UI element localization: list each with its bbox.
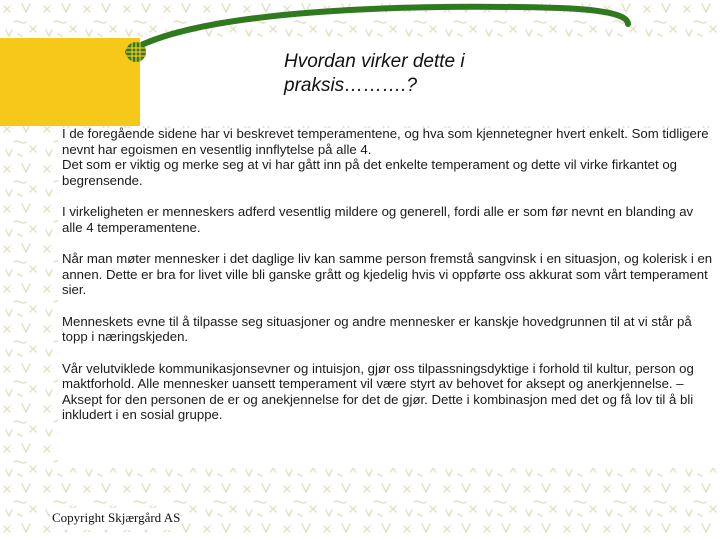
paragraph-5-text: Vår velutviklede kommunikasjonsevner og intuisjon, gjør oss tilpassningsdyktige i forhold til kultur, person og maktforhold. Alle mennesker uansett temperament vil være styrt av behovet for aksept og anerkjennelse. – Aksept for den personen de er og anekjennelse for det de gjør. Dette i kombinasjon med det og få lov til å bli inkludert i en sosial gruppe. bbox=[62, 360, 694, 422]
paragraph-1-line-1: I de foregående sidene har vi beskrevet temperamentene, og hva som kjennetegner hvert enkelt. Som tidligere nevnt har egoismen en vesentlig innflytelse på alle 4. bbox=[62, 126, 709, 157]
paragraph-2-text: I virkeligheten er menneskers adferd vesentlig mildere og generell, fordi alle er som før nevnt en blanding av alle 4 temperamentene. bbox=[62, 204, 694, 235]
paragraph-4 bbox=[62, 314, 714, 345]
paragraph-3 bbox=[62, 251, 714, 298]
slide-title bbox=[284, 50, 704, 98]
paragraph-4-text: Menneskets evne til å tilpasse seg situasjoner og andre mennesker er kanskje hovedgrunnen til at vi står på topp i næringskjeden. bbox=[62, 313, 692, 344]
paragraph-2 bbox=[62, 204, 714, 235]
paragraph-1 bbox=[62, 126, 714, 188]
grid-globe-icon bbox=[126, 42, 146, 62]
copyright-footer: Copyright Skjærgård AS bbox=[52, 510, 181, 525]
paragraph-5 bbox=[62, 361, 714, 423]
slide-body bbox=[62, 126, 714, 439]
paragraph-1-line-2: Det som er viktig og merke seg at vi har gått inn på det enkelte temperament og dette vil virke firkantet og begrensende. bbox=[62, 157, 677, 188]
title-line-2: praksis……….? bbox=[284, 75, 418, 96]
paragraph-3-text: Når man møter mennesker i det daglige liv kan samme person fremstå sangvinsk i en situasjon, og kolerisk i en annen. Dette er bra for livet ville bli ganske grått og kjedelig hvis vi oppførte oss akkurat som vårt temperament sier. bbox=[62, 251, 713, 297]
title-line-1: Hvordan virker dette i bbox=[284, 51, 465, 72]
